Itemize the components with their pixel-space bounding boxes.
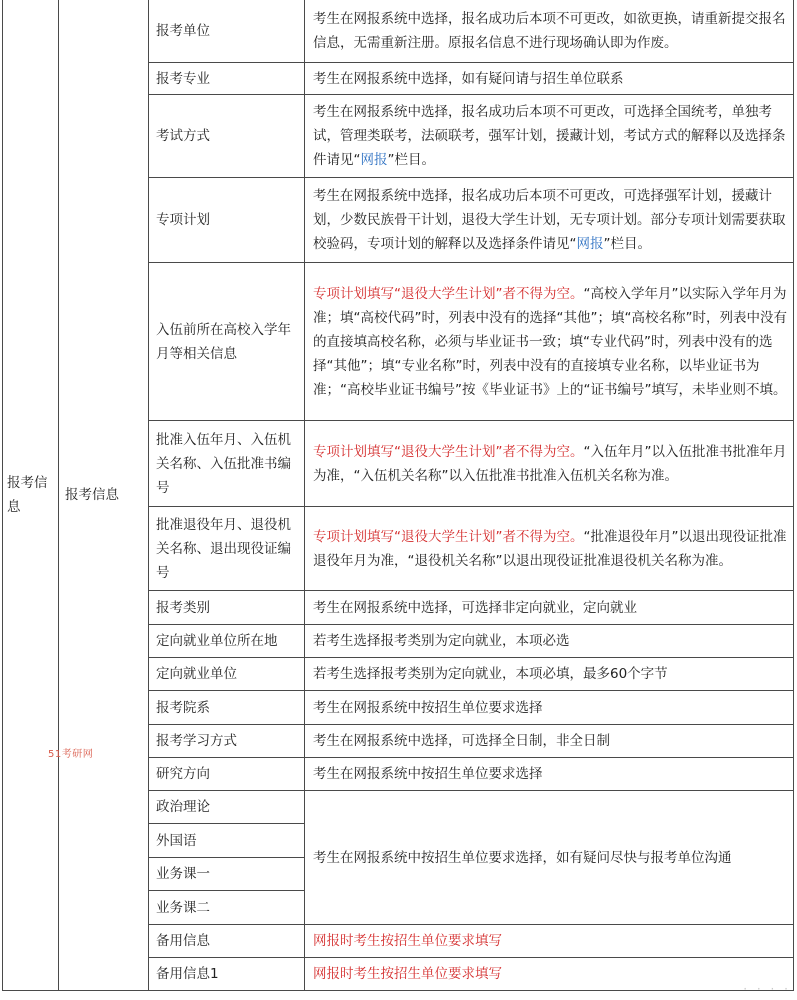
field-desc-text: “高校入学年月”以实际入学年月为准；填“高校代码”时，列表中没有的选择“其他”；填“高校名称”时，列表中没有的直接填高校名称，必须与毕业证书一致；填“专业代码”时，列表中没有的选择“其他”；填“专业名称”时，列表中没有的直接填专业名称，以毕业证书为准；“高校毕业证书编号”按《毕业证书》上的“证书编号”填写，未毕业则不填。 (313, 285, 787, 398)
subject-cell (149, 824, 305, 858)
subcategory-cell (59, 0, 149, 991)
required-note: 专项计划填写“退役大学生计划”者不得为空。 (313, 443, 584, 460)
subject-name: 外国语 (156, 832, 197, 849)
field-desc: 网报时考生按招生单位要求填写 (313, 933, 502, 949)
field-desc-cell (305, 507, 794, 591)
field-name: 报考类别 (156, 599, 210, 616)
field-name: 研究方向 (156, 766, 210, 782)
field-name-cell (149, 691, 305, 725)
subject-name: 业务课二 (156, 899, 210, 916)
field-desc-text: 考生在网报系统中选择，报名成功后本项不可更改，可选择强军计划，援藏计划，少数民族骨干计划，退役大学生计划，无专项计划。部分专项计划需要获取校验码，专项计划的解释以及选择条件请见“ (313, 188, 786, 252)
field-name-cell (149, 95, 305, 178)
wangbao-link[interactable]: 网报 (360, 152, 388, 168)
subject-cell (149, 791, 305, 824)
subjects-desc: 考生在网报系统中按招生单位要求选择，如有疑问尽快与报考单位沟通 (313, 849, 732, 866)
field-name-cell (149, 925, 305, 958)
field-name: 备用信息 (156, 933, 210, 949)
subject-cell (149, 891, 305, 925)
field-name-cell (149, 178, 305, 263)
field-desc-text: 考生在网报系统中选择，可选择全日制，非全日制 (313, 733, 610, 749)
field-name-cell (149, 63, 305, 95)
field-name-cell (149, 507, 305, 591)
field-desc-text: 考生在网报系统中选择，报名成功后本项不可更改，可选择全国统考，单独考试，管理类联考，法硕联考，强军计划，援藏计划，考试方式的解释以及选择条件请见“ (313, 104, 786, 168)
field-name-cell (149, 421, 305, 507)
required-note: 专项计划填写“退役大学生计划”者不得为空。 (313, 285, 584, 302)
field-desc: 网报时考生按招生单位要求填写 (313, 966, 502, 982)
field-name-cell (149, 958, 305, 991)
field-desc-text: 考生在网报系统中按招生单位要求选择 (313, 766, 543, 782)
field-desc-cell (305, 263, 794, 421)
field-name-cell (149, 658, 305, 691)
required-note: 专项计划填写“退役大学生计划”者不得为空。 (313, 528, 584, 545)
subjects-desc-cell (305, 791, 794, 925)
field-desc-text: “批准退役年月”以退出现役证批准退役年月为准，“退役机关名称”以退出现役证批准退役机关名称为准。 (313, 528, 787, 569)
field-desc-cell (305, 725, 794, 758)
subject-cell (149, 858, 305, 891)
field-desc-text: 若考生选择报考类别为定向就业，本项必选 (313, 633, 570, 649)
field-desc-text: ”栏目。 (387, 152, 435, 168)
field-name-cell (149, 725, 305, 758)
subject-name: 政治理论 (156, 799, 210, 815)
field-desc-cell (305, 758, 794, 791)
field-desc-text: 若考生选择报考类别为定向就业，本项必填，最多60个字节 (313, 666, 668, 682)
field-desc-cell (305, 63, 794, 95)
field-desc-cell (305, 178, 794, 263)
field-desc-text: 考生在网报系统中按招生单位要求选择 (313, 699, 543, 716)
field-name-cell (149, 263, 305, 421)
field-name: 专项计划 (156, 212, 210, 228)
field-name-cell (149, 758, 305, 791)
field-desc-cell (305, 95, 794, 178)
subject-name: 业务课一 (156, 866, 210, 882)
wangbao-link[interactable]: 网报 (576, 236, 604, 252)
field-desc-text: ”栏目。 (603, 236, 651, 252)
field-name: 备用信息1 (156, 966, 219, 982)
field-name: 入伍前所在高校入学年月等相关信息 (156, 321, 291, 362)
watermark: 51考研网 (48, 749, 94, 760)
field-name-cell (149, 0, 305, 63)
field-desc-cell (305, 0, 794, 63)
field-desc-text: 考生在网报系统中选择，如有疑问请与招生单位联系 (313, 70, 624, 87)
field-desc-cell (305, 691, 794, 725)
field-desc-cell (305, 591, 794, 625)
field-name: 批准退役年月、退役机关名称、退出现役证编号 (156, 516, 291, 581)
field-desc-text: 考生在网报系统中选择，报名成功后本项不可更改，如欲更换，请重新提交报名信息，无需重新注册。原报名信息不进行现场确认即为作废。 (313, 10, 786, 51)
field-name-cell (149, 591, 305, 625)
corner-dots: · · · · (743, 982, 791, 996)
field-name: 定向就业单位 (156, 666, 237, 682)
field-desc-cell (305, 421, 794, 507)
field-desc-text: “入伍年月”以入伍批准书批准年月为准，“入伍机关名称”以入伍批准书批准入伍机关名称为准。 (313, 443, 787, 484)
field-name: 考试方式 (156, 128, 210, 144)
field-name: 报考院系 (156, 699, 210, 716)
field-name: 定向就业单位所在地 (156, 633, 278, 649)
field-desc-cell (305, 658, 794, 691)
field-desc-cell (305, 958, 794, 991)
field-desc-cell (305, 925, 794, 958)
field-name: 报考学习方式 (156, 733, 237, 749)
field-desc-text: 考生在网报系统中选择，可选择非定向就业，定向就业 (313, 599, 637, 616)
field-desc-cell (305, 625, 794, 658)
field-name: 批准入伍年月、入伍机关名称、入伍批准书编号 (156, 431, 291, 496)
field-name: 报考专业 (156, 70, 210, 87)
subcategory-label: 报考信息 (65, 486, 119, 503)
category-label: 报考信息 (7, 474, 48, 515)
registration-info-table (2, 0, 794, 991)
field-name-cell (149, 625, 305, 658)
field-name: 报考单位 (156, 22, 210, 39)
category-cell (3, 0, 59, 991)
